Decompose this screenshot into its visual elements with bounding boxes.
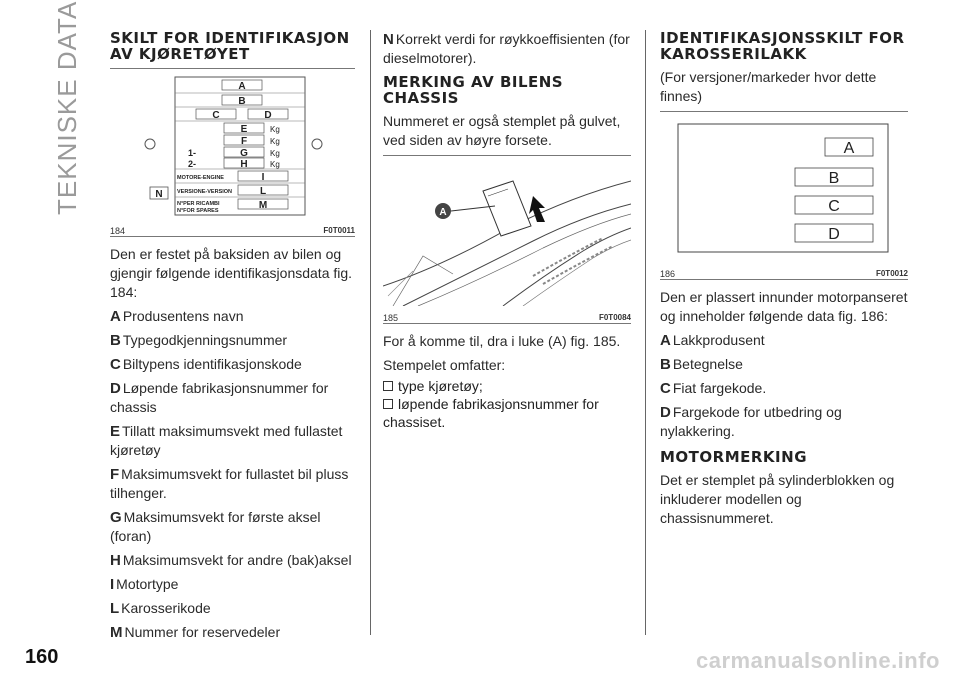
figure-code: F0T0012 [875,269,908,278]
watermark: carmanualsonline.info [696,648,940,673]
list-item [660,379,908,398]
item-text: Fiat fargekode. [672,380,767,396]
figure-caption [660,267,908,279]
stamp-text: Stempelet omfatter: [383,357,506,373]
list-item: løpende fabrikasjonsnummer for chassiset. [383,396,599,430]
item-key: C [660,380,671,397]
item-key: I [110,576,115,593]
item-text: Motortype [116,576,179,592]
paint-label-a: A [843,140,855,157]
item-text: Lakkprodusent [672,332,765,348]
item-key: A [660,332,671,349]
list-item [110,379,355,417]
plate-kg: Kg [270,160,280,169]
figure-185 [383,155,631,324]
heading-paint-plate: IDENTIFIKASJONSSKILT FOR KAROSSERILAKK [660,29,905,63]
id-plate-drawing [110,69,355,219]
item-key: B [110,332,121,349]
figure-caption [383,311,631,323]
list-item: N Korrekt verdi for røykkoeffisienten (for dieselmotorer). [383,31,630,66]
item-key: D [660,404,671,421]
figure-number: 185 [383,313,399,323]
figure-code: F0T0011 [323,226,355,235]
subtitle: (For versjoner/markeder hvor dette finnes) [660,69,877,104]
list-item [110,307,355,326]
list-item [110,575,355,594]
item-key: D [110,380,121,397]
item-key: H [110,552,121,569]
plate-label-a: A [238,81,246,92]
item-text: Karosserikode [121,600,211,616]
heading-vehicle-id-plate: SKILT FOR IDENTIFIKASJON AV KJØRETØYET [110,29,350,63]
list-item [660,403,908,441]
list-item [110,551,355,570]
plate-label-c: C [212,110,220,121]
heading-engine-marking: MOTORMERKING [660,448,808,466]
intro-text: Den er plassert innunder motorpanseret og inneholder følgende data fig. 186: [660,289,908,324]
column-2 [383,30,631,431]
figure-number: 184 [110,226,126,236]
list-item: type kjøretøy; [383,377,631,395]
item-text: Betegnelse [672,356,743,372]
plate-kg: Kg [270,137,280,146]
plate-label-l: L [259,186,267,197]
list-item [660,331,908,350]
figure-number: 186 [660,269,676,279]
item-key: M [110,624,123,641]
item-text: Maksimumsvekt for første aksel (foran) [110,509,321,544]
plate-kg: Kg [270,149,280,158]
chassis-drawing [383,156,631,306]
item-text: Biltypens identifikasjonskode [122,356,302,372]
plate-ricambi-1: N°PER RICAMBI [177,201,220,207]
plate-label-e: E [240,124,248,135]
plate-label-f: F [240,136,248,147]
plate-versione: VERSIONE-VERSION [177,189,233,195]
access-text: For å komme til, dra i luke (A) fig. 185. [383,333,621,349]
list-item [110,508,355,546]
item-text: Produsentens navn [122,308,244,324]
intro-text: Den er festet på baksiden av bilen og gjengir følgende identifikasjonsdata fig. 184: [110,246,353,300]
plate-label-i: I [261,172,265,183]
paint-label-c: C [828,198,840,215]
list-item [110,331,355,350]
list-item [110,422,355,460]
engine-text: Det er stemplet på sylinderblokken og inkluderer modellen og chassisnummeret. [660,472,895,526]
list-item [110,355,355,374]
item-key: E [110,423,121,440]
item-key: L [110,600,120,617]
plate-row-1: 1- [188,148,197,158]
checkbox-bullet-icon [383,381,393,391]
list-item [110,465,355,503]
heading-chassis-marking: MERKING AV BILENS CHASSIS [383,73,564,107]
column-divider [370,30,371,635]
item-text: Typegodkjenningsnummer [122,332,288,348]
plate-label-n: N [155,189,163,200]
figure-caption [110,224,355,236]
item-text: Tillatt maksimumsvekt med fullastet kjøretøy [110,423,343,458]
section-side-title: TEKNISKE DATA [52,0,82,215]
list-item [110,599,355,618]
item-key: G [110,509,122,526]
figure-186 [660,111,908,280]
plate-kg: Kg [270,125,280,134]
figure-184 [110,68,355,237]
column-1 [110,30,355,647]
list-item [660,355,908,374]
plate-label-h: H [240,159,248,170]
list-item [110,623,355,642]
chassis-label-a: A [439,207,447,218]
item-key: C [110,356,121,373]
item-text: Nummer for reservedeler [124,624,281,640]
item-text: Løpende fabrikasjonsnummer for chassis [110,380,329,415]
column-divider [645,30,646,635]
item-text: Fargekode for utbedring og nylakkering. [660,404,842,439]
plate-label-m: M [258,200,268,211]
item-text: Maksimumsvekt for andre (bak)aksel [122,552,352,568]
chassis-text: Nummeret er også stemplet på gulvet, ved siden av høyre forsete. [383,113,621,148]
paint-label-d: D [828,226,840,243]
page-number: 160 [25,646,59,668]
plate-ricambi-2: N°FOR SPARES [177,208,219,214]
figure-code: F0T0084 [598,313,631,322]
plate-motore: MOTORE-ENGINE [177,175,224,181]
plate-label-g: G [240,148,248,159]
column-3 [660,30,908,533]
plate-label-b: B [238,96,246,107]
item-text: Maksimumsvekt for fullastet bil pluss tilhenger. [110,466,349,501]
plate-row-2: 2- [188,159,197,169]
item-key: F [110,466,120,483]
checkbox-bullet-icon [383,399,393,409]
plate-label-d: D [264,110,272,121]
item-key: B [660,356,671,373]
paint-label-b: B [828,170,840,187]
paint-plate-drawing [660,112,908,262]
item-key: A [110,308,121,325]
